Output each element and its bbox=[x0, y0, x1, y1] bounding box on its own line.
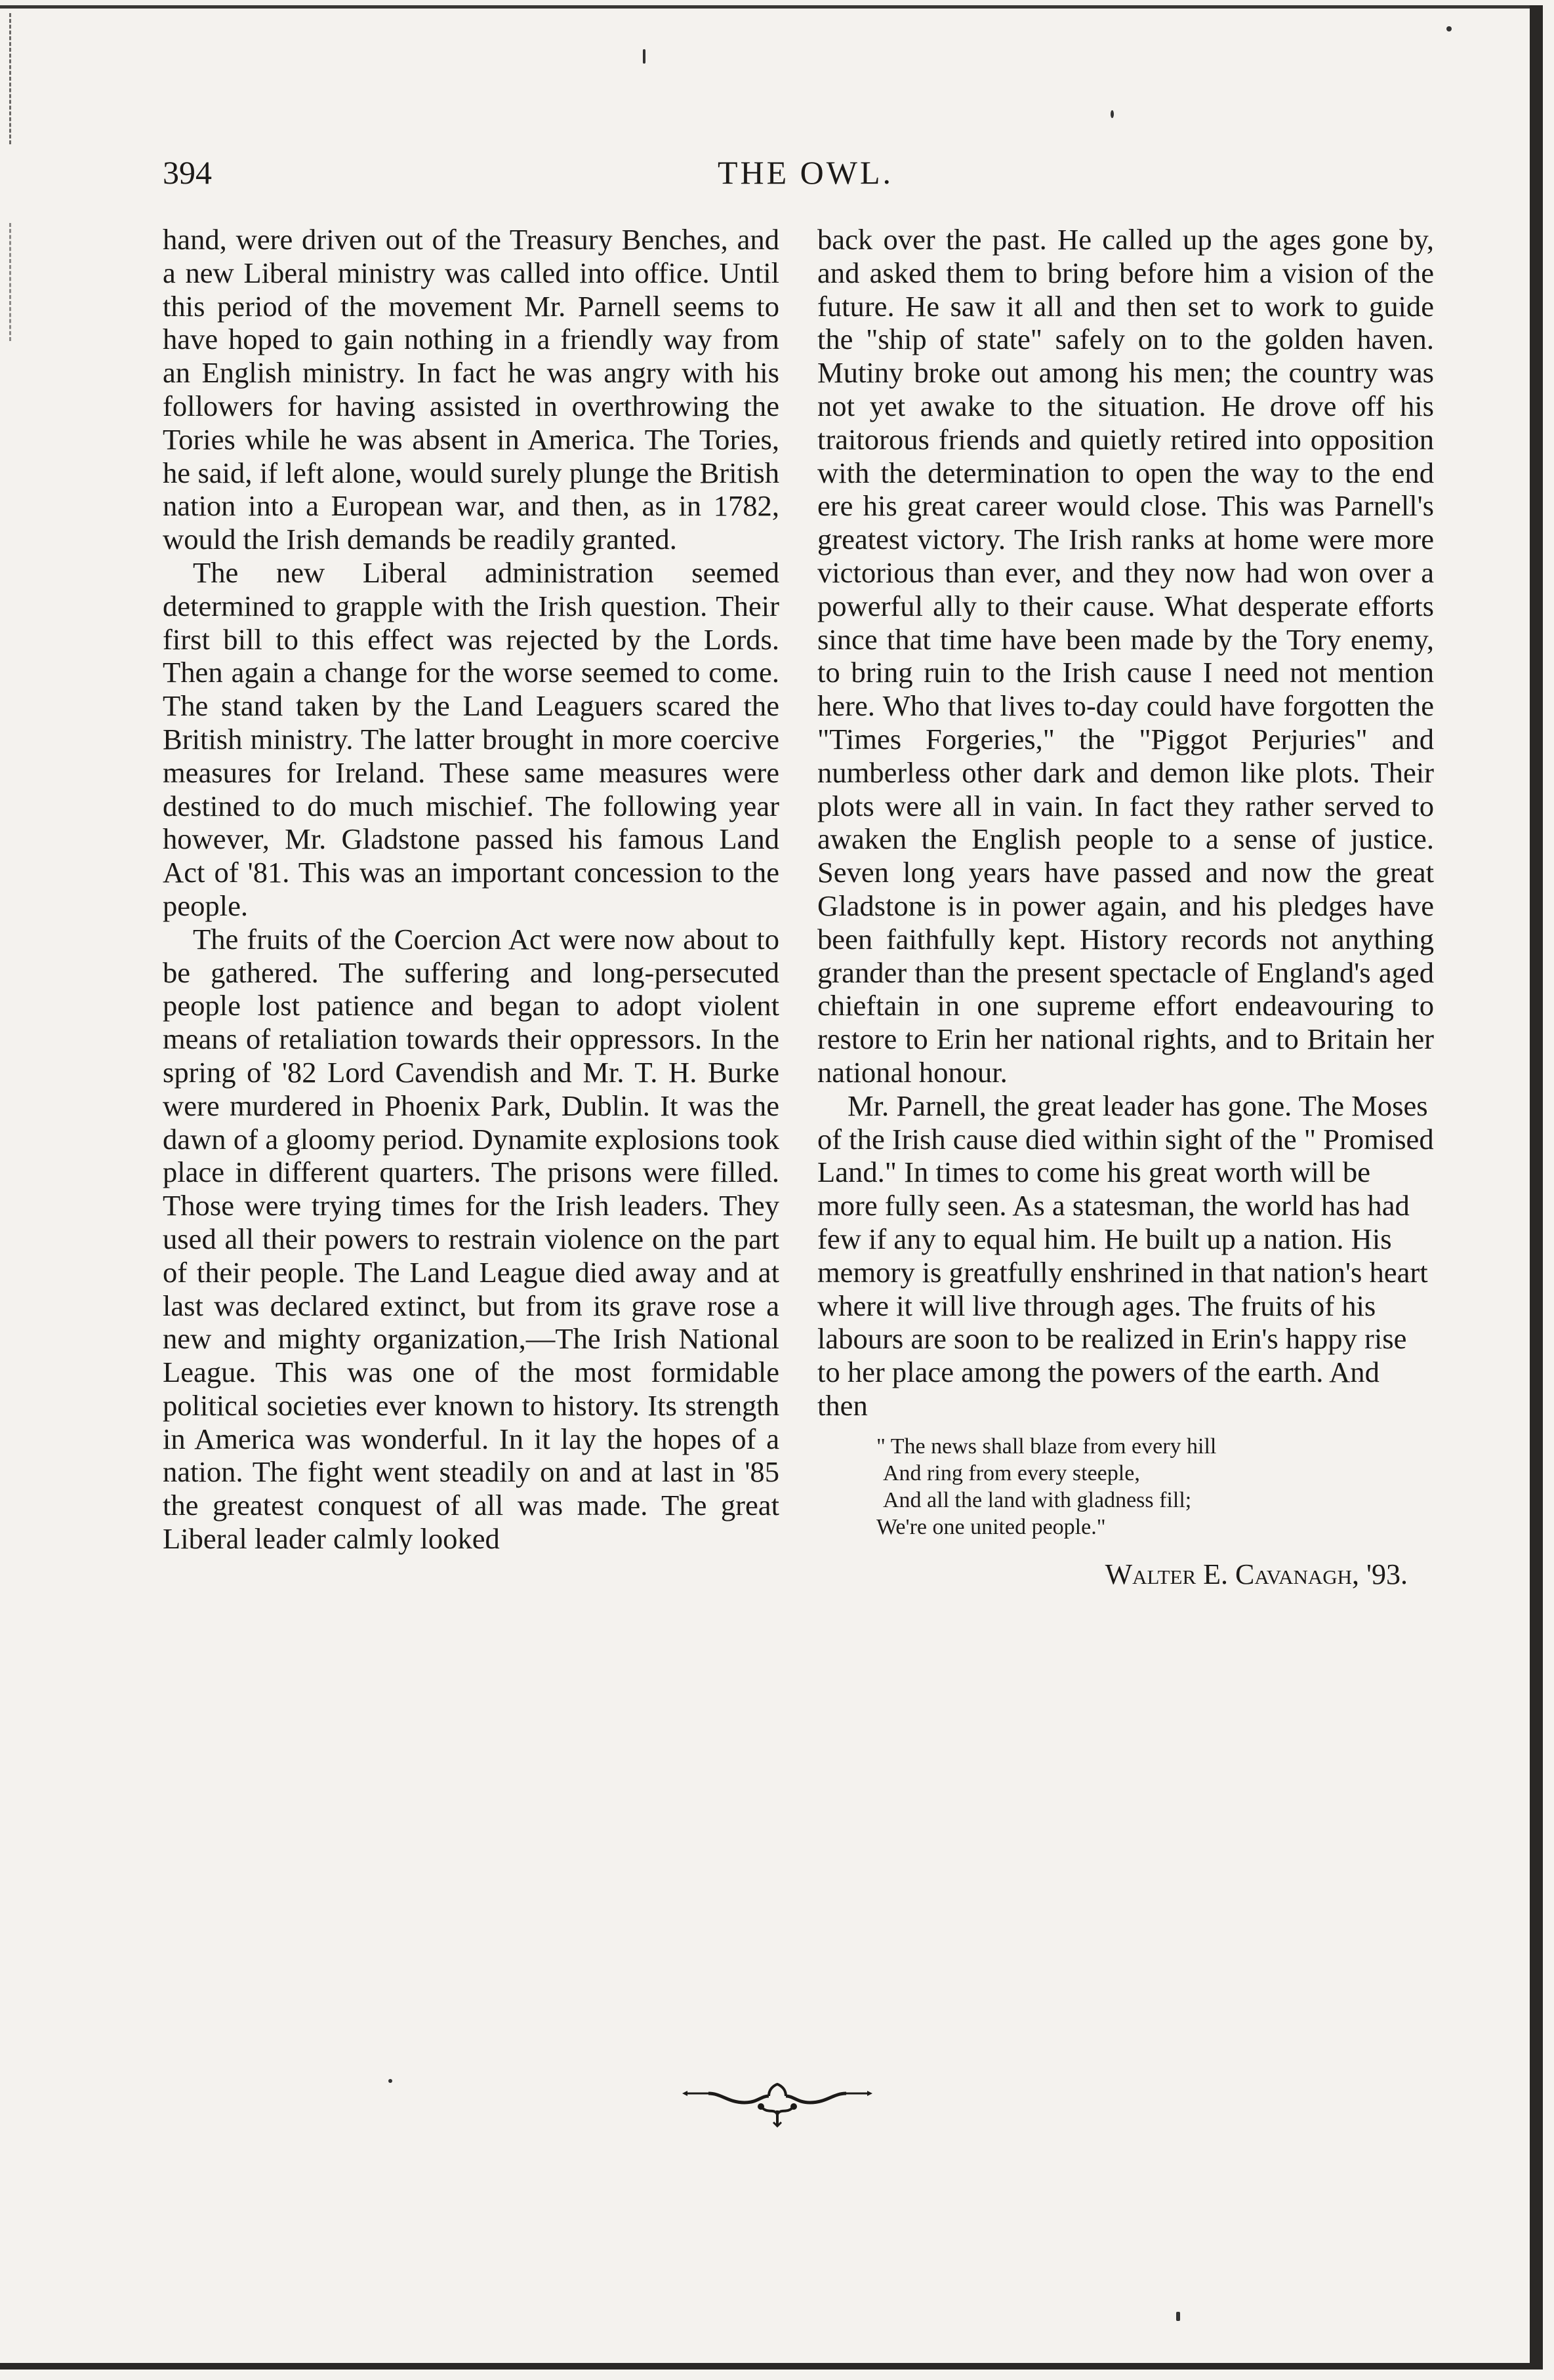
page-header bbox=[163, 150, 1448, 195]
poem-quotation bbox=[876, 1433, 1434, 1541]
page-edge-bottom bbox=[0, 2363, 1543, 2370]
page-edge-top bbox=[0, 5, 1538, 9]
page-edge-left bbox=[9, 13, 13, 144]
poem-line: And ring from every steeple, bbox=[883, 1461, 1140, 1485]
ink-speck bbox=[1446, 26, 1452, 31]
ink-speck bbox=[388, 2079, 392, 2083]
page-edge-left-lower bbox=[9, 223, 13, 341]
paragraph: Mr. Parnell, the great leader has gone. The Moses of the Irish cause died within sight of the " Promised Land." In times to come his great worth will be more fully seen. As a statesman, the world has had few if any to equal him. He built up a nation. His memory is greatfully enshrined in that nation's heart where it will live through ages. The fruits of his labours are soon to be realized in Erin's happy rise to her place among the powers of the earth. And then bbox=[817, 1089, 1434, 1422]
page-number: 394 bbox=[163, 154, 212, 191]
page-edge-right bbox=[1530, 5, 1543, 2366]
right-column bbox=[817, 223, 1434, 1594]
left-column bbox=[163, 223, 779, 1556]
poem-line: We're one united people." bbox=[876, 1514, 1106, 1539]
ornament-flourish-icon bbox=[682, 2080, 872, 2128]
ink-speck bbox=[643, 49, 645, 64]
paragraph: The fruits of the Coercion Act were now about to be gathered. The suffering and long-persecuted people lost patience and began to adopt violent means of retaliation towards their oppressors. In the spring of '82 Lord Cavendish and Mr. T. H. Burke were murdered in Phoenix Park, Dublin. It was the dawn of a gloomy period. Dynamite explosions took place in different quarters. The prisons were filled. Those were trying times for the Irish leaders. They used all their powers to restrain violence on the part of their people. The Land League died away and at last was declared extinct, but from its grave rose a new and mighty organization,—The Irish National League. This was one of the most formidable political societies ever known to history. Its strength in America was wonderful. In it lay the hopes of a nation. The fight went steadily on and at last in '85 the greatest conquest of all was made. The great Liberal leader calmly looked bbox=[163, 922, 779, 1556]
author-signature: Walter E. Cavanagh, '93. bbox=[1105, 1558, 1408, 1590]
paragraph: hand, were driven out of the Treasury Benches, and a new Liberal ministry was called into office. Until this period of the movement Mr. Parnell seems to have hoped to gain nothing in a friendly way from an English ministry. In fact he was angry with his followers for having assisted in overthrowing the Tories while he was absent in America. The Tories, he said, if left alone, would surely plunge the British nation into a European war, and then, as in 1782, would the Irish demands be readily granted. bbox=[163, 223, 779, 556]
ink-speck bbox=[1176, 2312, 1180, 2321]
poem-line: " The news shall blaze from every hill bbox=[876, 1434, 1217, 1459]
poem-line: And all the land with gladness fill; bbox=[883, 1487, 1192, 1512]
paragraph: The new Liberal administration seemed determined to grapple with the Irish question. Their first bill to this effect was rejected by the Lords. Then again a change for the worse seemed to come. The stand taken by the Land Leaguers scared the British ministry. The latter brought in more coercive measures for Ireland. These same measures were destined to do much mischief. The following year however, Mr. Gladstone passed his famous Land Act of '81. This was an important concession to the people. bbox=[163, 555, 779, 922]
running-title: THE OWL. bbox=[717, 154, 894, 191]
paragraph: back over the past. He called up the ages gone by, and asked them to bring before him a vision of the future. He saw it all and then set to work to guide the "ship of state" safely on to the golden haven. Mutiny broke out among his men; the country was not yet awake to the situation. He drove off his traitorous friends and quietly retired into opposition with the determination to open the way to the end ere his great career would close. This was Parnell's greatest victory. The Irish ranks at home were more victorious than ever, and they now had won over a powerful ally to their cause. What desperate efforts since that time have been made by the Tory enemy, to bring ruin to the Irish cause I need not mention here. Who that lives to-day could have forgotten the "Times Forgeries," the "Piggot Perjuries" and numberless other dark and demon like plots. Their plots were all in vain. In fact they rather served to awaken the English people to a sense of justice. Seven long years have passed and now the great Gladstone is in power again, and his pledges have been faithfully kept. History records not anything grander than the present spectacle of England's aged chieftain in one supreme effort endeavouring to restore to Erin her national rights, and to Britain her national honour. bbox=[817, 223, 1434, 1089]
ink-speck bbox=[1111, 110, 1114, 118]
